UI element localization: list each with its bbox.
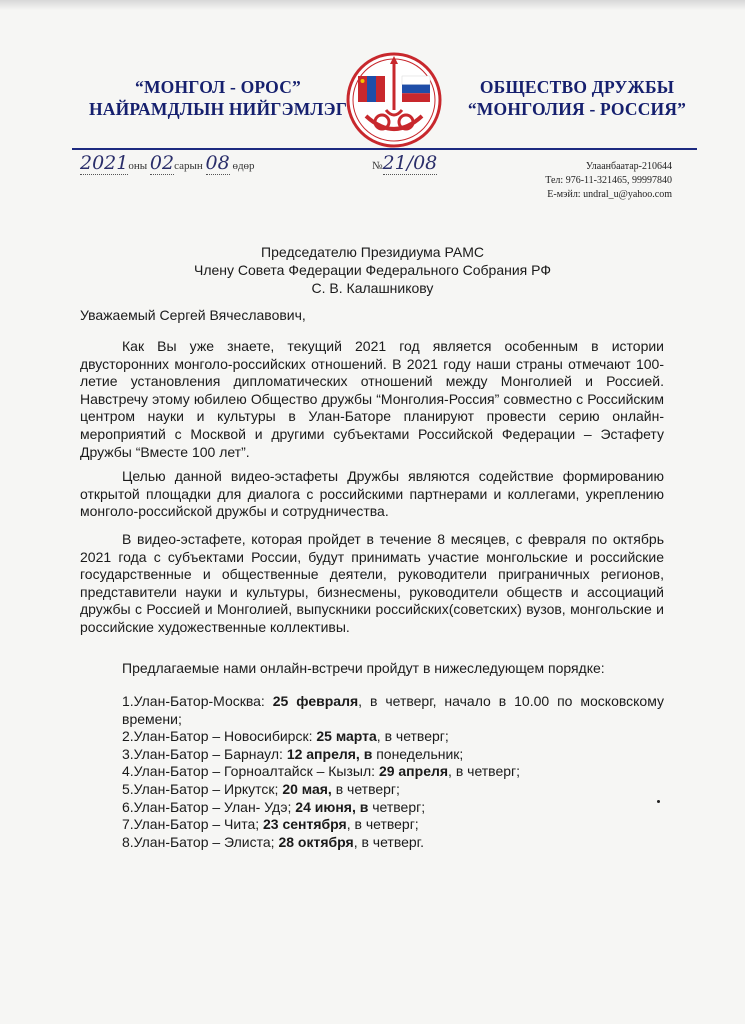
schedule-route: 5.Улан-Батор – Иркутск; — [122, 780, 283, 797]
day-suffix: өдөр — [232, 160, 255, 172]
schedule-date: 28 октября — [278, 833, 354, 850]
schedule-tail: , в четверг; — [376, 728, 449, 745]
handwritten-month: 02 — [149, 152, 175, 174]
schedule-tail: , в четверг; — [346, 816, 419, 833]
schedule-tail: , в четверг, начало в 10.00 по московскому времени; — [122, 693, 665, 727]
letterhead-right-line2: “МОНГОЛИЯ - РОССИЯ” — [467, 99, 687, 119]
schedule-route: 1.Улан-Батор-Москва: — [122, 693, 273, 709]
schedule-date: 29 апреля — [378, 763, 449, 780]
letterhead-left-line2: НАЙРАМДЛЫН НИЙГЭМЛЭГ — [88, 99, 348, 119]
contact-email: Е-мэйл: undral_u@yahoo.com — [547, 189, 672, 200]
letterhead-divider — [72, 148, 697, 150]
number-prefix: № — [372, 160, 383, 172]
handwritten-year: 2021 — [80, 152, 129, 174]
schedule-item — [122, 834, 664, 852]
schedule-item — [122, 763, 664, 781]
schedule-date: 25 февраля — [272, 693, 359, 709]
addressee-line3: С. В. Калашникову — [311, 280, 434, 296]
scan-edge-shadow — [0, 0, 745, 10]
outgoing-date — [80, 152, 255, 174]
schedule-tail: , в четверг. — [353, 833, 424, 850]
schedule-tail: в четверг; — [331, 780, 400, 797]
salutation: Уважаемый Сергей Вячеславович, — [80, 307, 306, 323]
schedule-item — [122, 693, 664, 728]
schedule-route: 3.Улан-Батор – Барнаул: — [122, 745, 287, 762]
schedule-tail: четверг; — [368, 798, 426, 815]
letterhead-right-line1: ОБЩЕСТВО ДРУЖБЫ — [479, 77, 675, 97]
letterhead-left-line1: “МОНГОЛ - ОРОС” — [135, 77, 301, 97]
contact-block — [500, 160, 672, 202]
year-suffix: оны — [128, 160, 148, 172]
schedule-date: 25 марта — [316, 728, 377, 745]
schedule-item — [122, 728, 664, 746]
letterhead-russian — [452, 76, 702, 120]
addressee-block — [150, 243, 595, 297]
month-suffix: сарын — [174, 160, 203, 172]
addressee-line1: Председателю Президиума РАМС — [261, 244, 484, 260]
schedule-route: 8.Улан-Батор – Элиста; — [122, 833, 279, 850]
addressee-line2: Члену Совета Федерации Федерального Собрания РФ — [194, 262, 551, 278]
schedule-date: 23 сентября — [263, 816, 347, 833]
contact-city: Улаанбаатар-210644 — [585, 161, 672, 172]
paragraph-participants: В видео-эстафете, которая пройдет в течение 8 месяцев, с февраля по октябрь 2021 года с субъектами России, будут принимать участие монгольские и российские государственные и общественные деятели, руководители приграничных регионов, представители науки и культуры, бизнесмены, руководители обществ и ассоциаций дружбы с Россией и Монголией, выпускники российских(советских) вузов, монгольские и российские художественные коллективы. — [80, 531, 664, 635]
mongolia-russia-friendship-emblem-icon — [344, 50, 444, 150]
outgoing-number — [372, 152, 437, 174]
schedule-route: 7.Улан-Батор – Чита; — [122, 816, 264, 833]
schedule-date: 12 апреля, в — [286, 745, 373, 762]
paragraph-goal: Целью данной видео-эстафеты Дружбы являются содействие формированию открытой площадки для диалога с российскими партнерами и коллегами, укреплению монголо-российской дружбы и сотрудничества. — [80, 468, 664, 520]
schedule-tail: , в четверг; — [448, 763, 521, 780]
letterhead-mongolian — [88, 76, 348, 120]
schedule-date: 24 июня, в — [295, 798, 369, 815]
schedule-date: 20 мая, — [282, 780, 332, 797]
scan-speck — [657, 800, 660, 803]
schedule-route: 6.Улан-Батор – Улан- Удэ; — [122, 798, 296, 815]
schedule-item — [122, 781, 664, 799]
contact-phone: Тел: 976-11-321465, 99997840 — [545, 175, 672, 186]
handwritten-day: 08 — [205, 152, 230, 174]
schedule-item — [122, 746, 664, 764]
schedule-route: 4.Улан-Батор – Горноалтайск – Кызыл: — [122, 763, 379, 780]
paragraph-anniversary: Как Вы уже знаете, текущий 2021 год является особенным в истории двусторонних монголо-российских отношений. В 2021 году наши страны отмечают 100-летие установления дипломатических отношений между Монголией и Россией. Навстречу этому юбилею Общество дружбы “Монголия-Россия” совместно с Российским центром науки и культуры в Улан-Баторе планируют провести серию онлайн-мероприятий с Москвой и другими субъектами Российской Федерации – Эстафету Дружбы “Вместе 100 лет”. — [80, 338, 664, 460]
schedule-list — [122, 693, 664, 851]
handwritten-number: 21/08 — [382, 152, 438, 174]
schedule-tail: понедельник; — [372, 745, 464, 762]
schedule-item — [122, 799, 664, 817]
schedule-route: 2.Улан-Батор – Новосибирск: — [122, 728, 317, 745]
paragraph-schedule-intro: Предлагаемые нами онлайн-встречи пройдут в нижеследующем порядке: — [122, 660, 605, 676]
schedule-item — [122, 816, 664, 834]
